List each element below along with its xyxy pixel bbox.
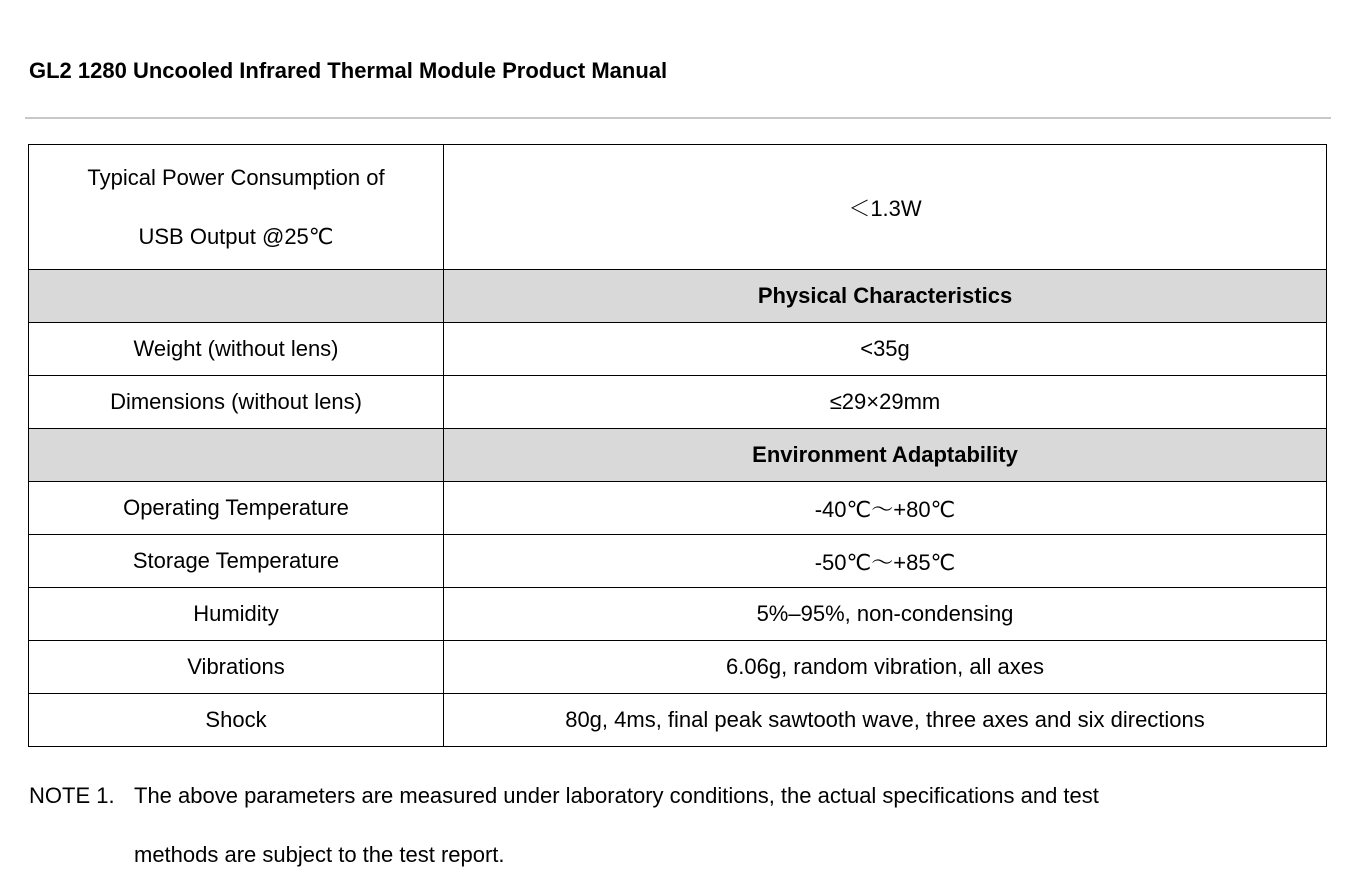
parameter-cell: Dimensions (without lens) — [29, 376, 444, 429]
footnote-label: NOTE 1. — [29, 783, 115, 808]
table-row-dimensions — [29, 376, 1327, 429]
parameter-cell — [29, 145, 444, 270]
parameter-label-line2: USB Output @25℃ — [138, 224, 334, 249]
footnote-text-line1: The above parameters are measured under laboratory conditions, the actual specifications and test — [134, 783, 1099, 808]
value-cell: 80g, 4ms, final peak sawtooth wave, three axes and six directions — [444, 694, 1327, 747]
table-row-operating-temperature — [29, 482, 1327, 535]
section-row-environment — [29, 429, 1327, 482]
value-cell: ＜1.3W — [444, 145, 1327, 270]
section-heading: Physical Characteristics — [444, 270, 1327, 323]
section-empty-cell — [29, 429, 444, 482]
table-row-storage-temperature — [29, 535, 1327, 588]
table-row-power-consumption — [29, 145, 1327, 270]
value-cell: -50℃～+85℃ — [444, 535, 1327, 588]
value-cell: -40℃～+80℃ — [444, 482, 1327, 535]
parameter-cell: Storage Temperature — [29, 535, 444, 588]
table-row-vibrations — [29, 641, 1327, 694]
parameter-label-line1: Typical Power Consumption of — [87, 165, 385, 190]
header-divider — [25, 117, 1331, 119]
parameter-cell: Vibrations — [29, 641, 444, 694]
footnote-line1 — [29, 766, 1329, 825]
section-row-physical — [29, 270, 1327, 323]
section-empty-cell — [29, 270, 444, 323]
parameter-cell: Humidity — [29, 588, 444, 641]
specification-table — [28, 144, 1327, 747]
table-row-humidity — [29, 588, 1327, 641]
parameter-cell: Shock — [29, 694, 444, 747]
section-heading: Environment Adaptability — [444, 429, 1327, 482]
parameter-cell: Operating Temperature — [29, 482, 444, 535]
value-cell: 6.06g, random vibration, all axes — [444, 641, 1327, 694]
footnote — [29, 766, 1329, 884]
value-cell: <35g — [444, 323, 1327, 376]
footnote-text-line2: methods are subject to the test report. — [134, 842, 505, 867]
table-row-shock — [29, 694, 1327, 747]
parameter-cell: Weight (without lens) — [29, 323, 444, 376]
value-cell: ≤29×29mm — [444, 376, 1327, 429]
value-cell: 5%–95%, non-condensing — [444, 588, 1327, 641]
table-row-weight — [29, 323, 1327, 376]
document-title: GL2 1280 Uncooled Infrared Thermal Module Product Manual — [29, 58, 668, 83]
